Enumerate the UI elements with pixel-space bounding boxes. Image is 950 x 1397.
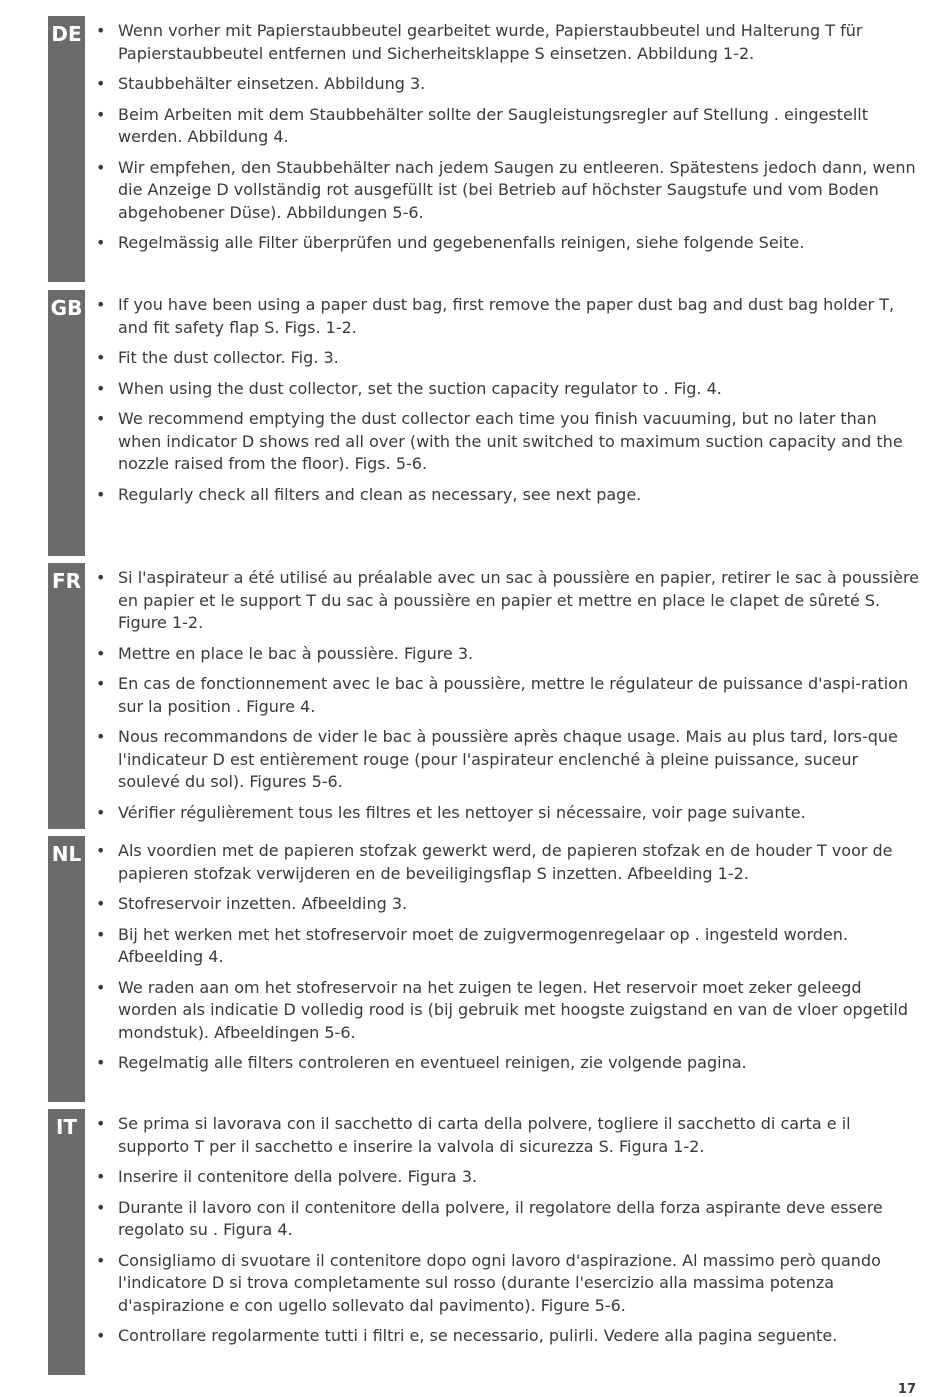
list-item: • Bij het werken met het stofreservoir moet de zuigvermogenregelaar op . ingesteld worden. Afbeelding 4. bbox=[94, 924, 920, 969]
list-item: • Als voordien met de papieren stofzak gewerkt werd, de papieren stofzak en de houder T voor de papieren stofzak verwijderen en de beveiligingsflap S inzetten. Afbeelding 1-2. bbox=[94, 840, 920, 885]
language-bar bbox=[48, 290, 85, 556]
list-item: • Wenn vorher mit Papierstaubbeutel gearbeitet wurde, Papierstaubbeutel und Halterung T für Papierstaubbeutel entfernen und Sicherheitsklappe S einsetzen. Abbildung 1-2. bbox=[94, 20, 920, 65]
list-item: • Wir empfehen, den Staubbehälter nach jedem Saugen zu entleeren. Spätestens jedoch dann, wenn die Anzeige D vollständig rot ausgefüllt ist (bei Betrieb auf höchster Saugstufe und vom Boden abgehobener Düse). Abbildungen 5-6. bbox=[94, 157, 920, 225]
list-item: • Si l'aspirateur a été utilisé au préalable avec un sac à poussière en papier, retirer le sac à poussière en papier et le support T du sac à poussière en papier et mettre en place le clapet de sûreté S. Figure 1-2. bbox=[94, 567, 920, 635]
section-nl bbox=[48, 836, 920, 1102]
language-code: GB bbox=[50, 296, 83, 320]
list-item: • When using the dust collector, set the suction capacity regulator to . Fig. 4. bbox=[94, 378, 920, 401]
list-item: • Regelmatig alle filters controleren en eventueel reinigen, zie volgende pagina. bbox=[94, 1052, 920, 1075]
page-number: 17 bbox=[897, 1382, 916, 1397]
list-item: • Nous recommandons de vider le bac à poussière après chaque usage. Mais au plus tard, lors-que l'indicateur D est entièrement rouge (pour l'aspirateur enclenché à pleine puissance, suceur soulevé du sol). Figures 5-6. bbox=[94, 726, 920, 794]
list-item: • Staubbehälter einsetzen. Abbildung 3. bbox=[94, 73, 920, 96]
instruction-list bbox=[94, 567, 920, 832]
instruction-list bbox=[94, 1113, 920, 1356]
list-item: • Controllare regolarmente tutti i filtri e, se necessario, pulirli. Vedere alla pagina seguente. bbox=[94, 1325, 920, 1348]
list-item: • Fit the dust collector. Fig. 3. bbox=[94, 347, 920, 370]
list-item: • Stofreservoir inzetten. Afbeelding 3. bbox=[94, 893, 920, 916]
language-code: IT bbox=[55, 1115, 78, 1139]
list-item: • Consigliamo di svuotare il contenitore dopo ogni lavoro d'aspirazione. Al massimo però quando l'indicatore D si trova completamente sul rosso (durante l'esercizio alla massima potenza d'aspirazione e con ugello sollevato dal pavimento). Figure 5-6. bbox=[94, 1250, 920, 1318]
section-de bbox=[48, 16, 920, 282]
language-code: NL bbox=[51, 842, 82, 866]
list-item: • We raden aan om het stofreservoir na het zuigen te legen. Het reservoir moet zeker geleegd worden als indicatie D volledig rood is (bij gebruik met hoogste zuigstand en van de vloer opgetild mondstuk). Afbeeldingen 5-6. bbox=[94, 977, 920, 1045]
list-item: • Regularly check all filters and clean as necessary, see next page. bbox=[94, 484, 920, 507]
language-bar bbox=[48, 836, 85, 1102]
list-item: • Durante il lavoro con il contenitore della polvere, il regolatore della forza aspirante deve essere regolato su . Figura 4. bbox=[94, 1197, 920, 1242]
list-item: • Se prima si lavorava con il sacchetto di carta della polvere, togliere il sacchetto di carta e il supporto T per il sacchetto e inserire la valvola di sicurezza S. Figura 1-2. bbox=[94, 1113, 920, 1158]
section-it bbox=[48, 1109, 920, 1375]
language-code: FR bbox=[51, 569, 82, 593]
language-bar bbox=[48, 563, 85, 829]
instruction-list bbox=[94, 20, 920, 263]
section-fr bbox=[48, 563, 920, 829]
list-item: • En cas de fonctionnement avec le bac à poussière, mettre le régulateur de puissance d'aspi-ration sur la position . Figure 4. bbox=[94, 673, 920, 718]
language-bar bbox=[48, 16, 85, 282]
instruction-list bbox=[94, 294, 920, 514]
language-code: DE bbox=[51, 22, 82, 46]
list-item: • Vérifier régulièrement tous les filtres et les nettoyer si nécessaire, voir page suivante. bbox=[94, 802, 920, 825]
list-item: • If you have been using a paper dust bag, first remove the paper dust bag and dust bag holder T, and fit safety flap S. Figs. 1-2. bbox=[94, 294, 920, 339]
language-bar bbox=[48, 1109, 85, 1375]
list-item: • Beim Arbeiten mit dem Staubbehälter sollte der Saugleistungsregler auf Stellung . eingestellt werden. Abbildung 4. bbox=[94, 104, 920, 149]
list-item: • Regelmässig alle Filter überprüfen und gegebenenfalls reinigen, siehe folgende Seite. bbox=[94, 232, 920, 255]
list-item: • Inserire il contenitore della polvere. Figura 3. bbox=[94, 1166, 920, 1189]
section-gb bbox=[48, 290, 920, 556]
instruction-list bbox=[94, 840, 920, 1083]
list-item: • We recommend emptying the dust collector each time you finish vacuuming, but no later than when indicator D shows red all over (with the unit switched to maximum suction capacity and the nozzle raised from the floor). Figs. 5-6. bbox=[94, 408, 920, 476]
list-item: • Mettre en place le bac à poussière. Figure 3. bbox=[94, 643, 920, 666]
